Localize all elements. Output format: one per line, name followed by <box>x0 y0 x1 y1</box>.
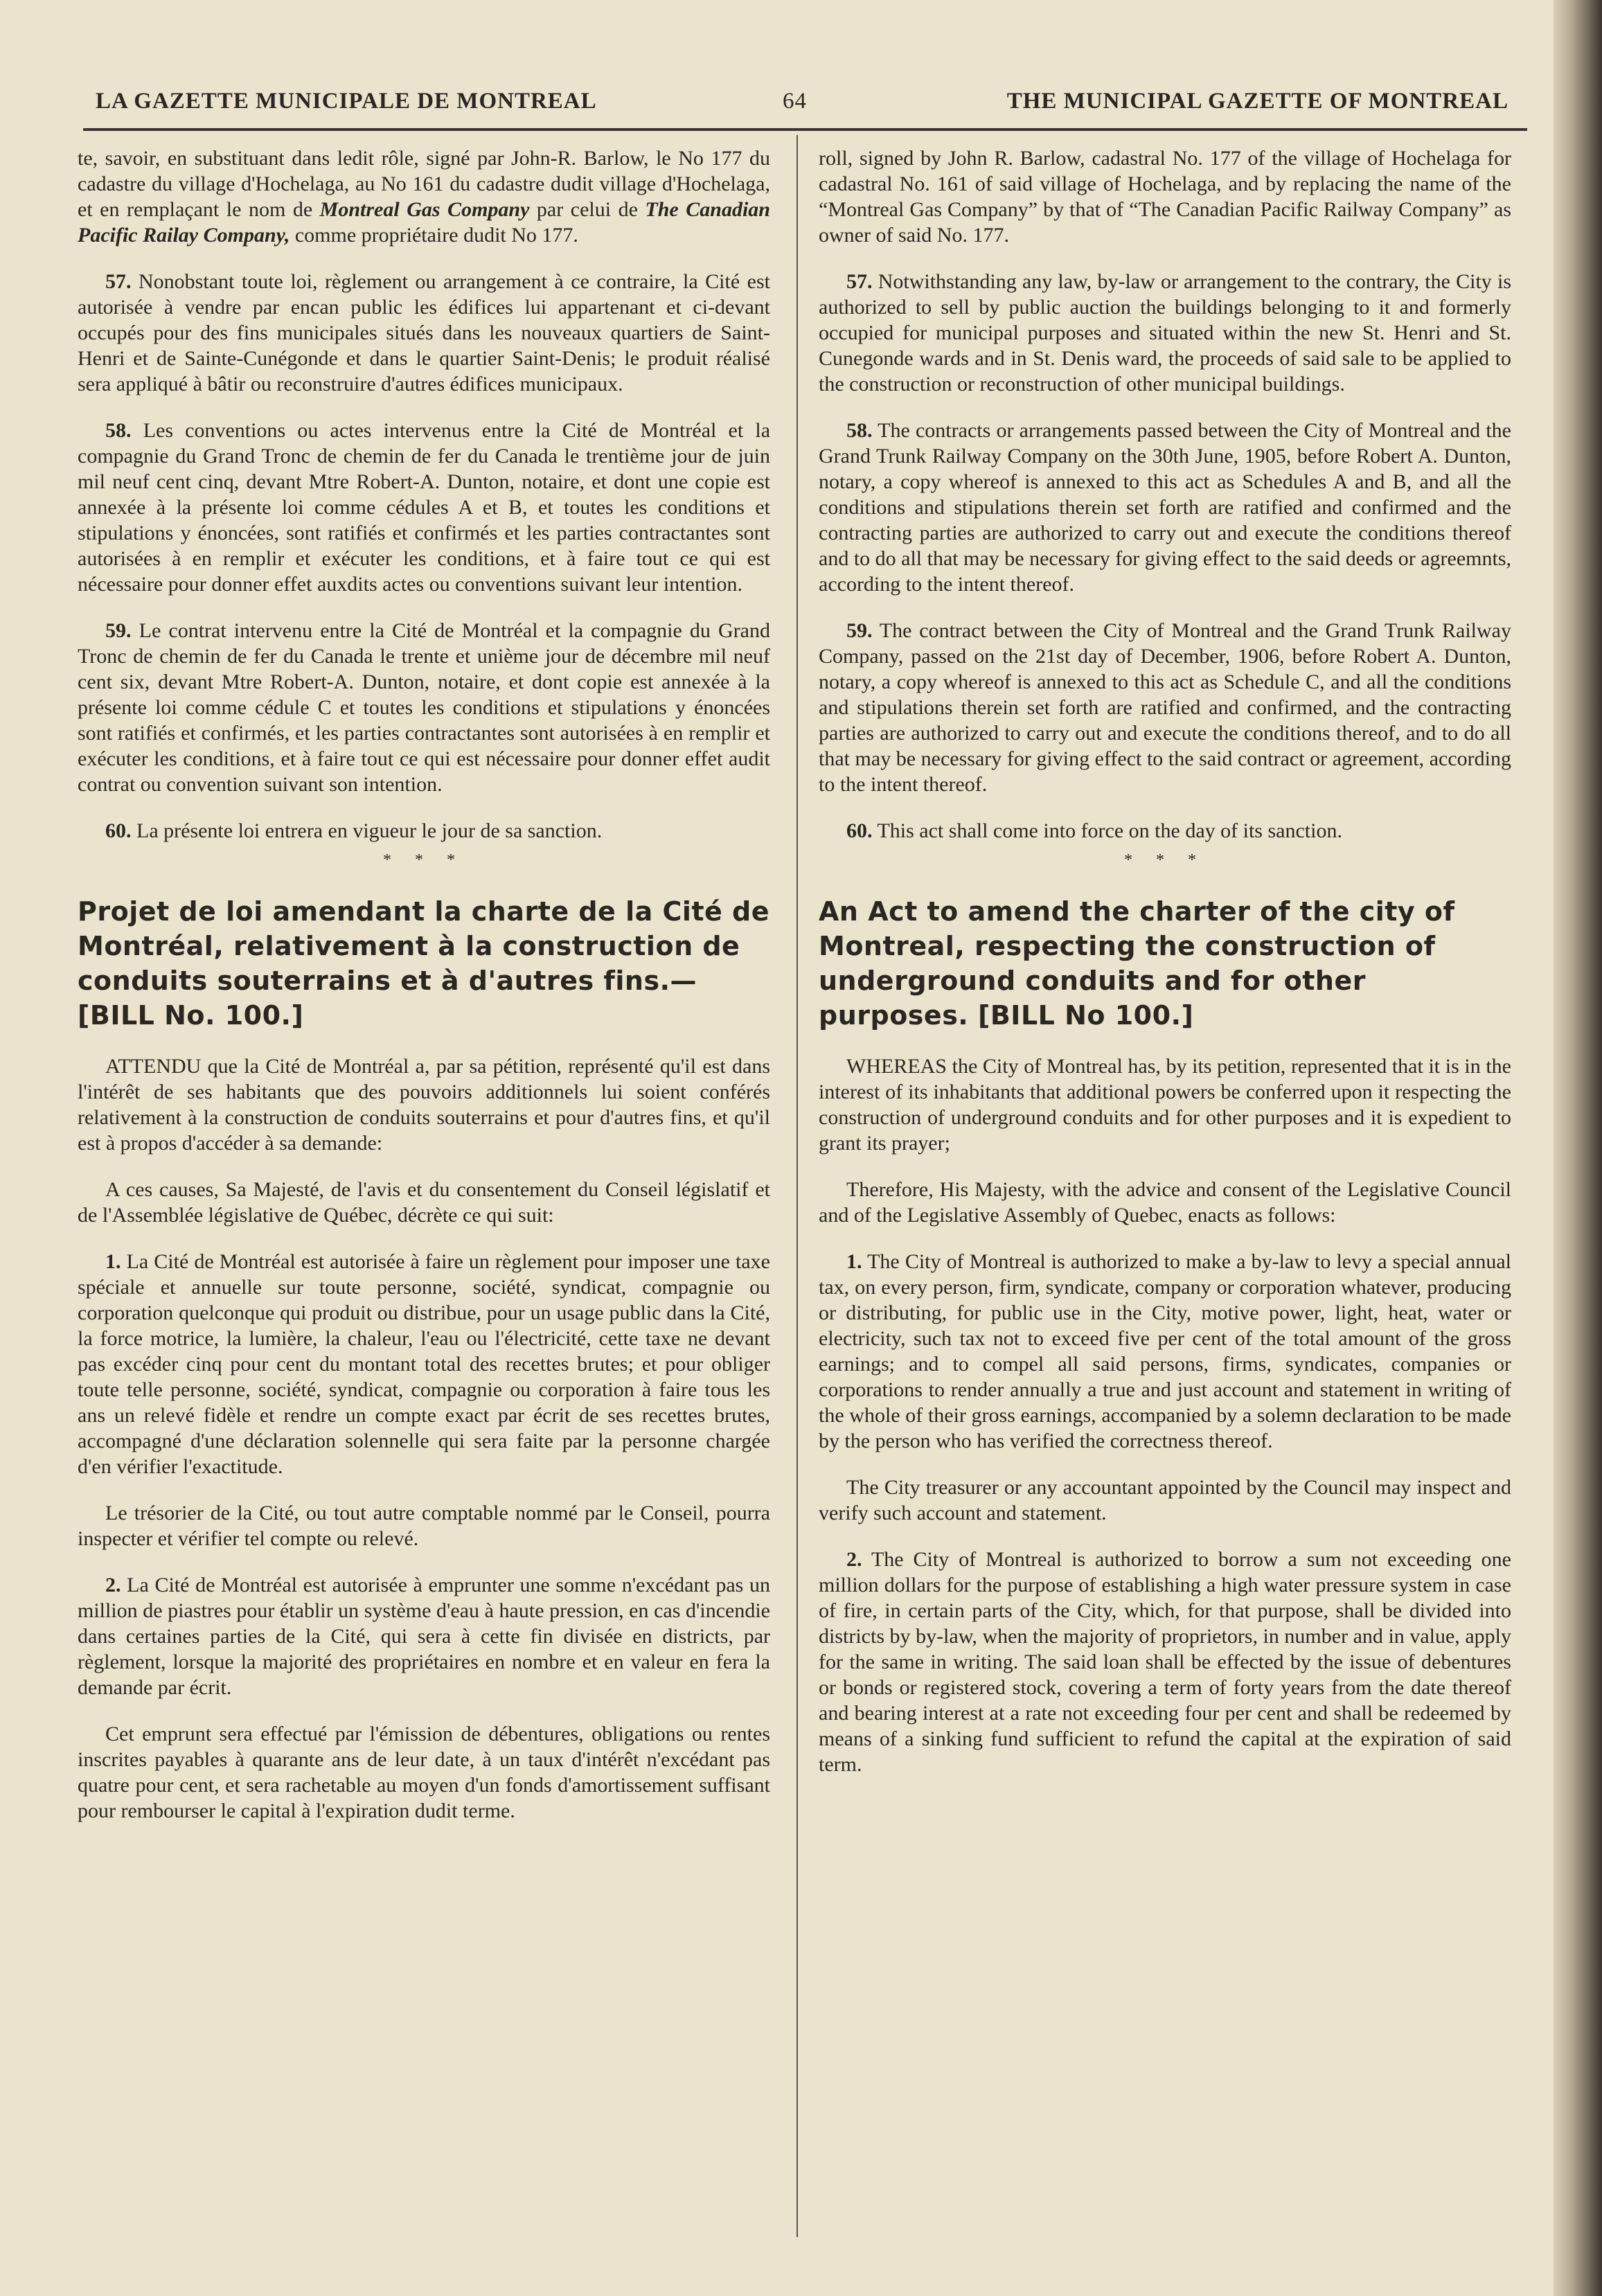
en-intro-paragraph: roll, signed by John R. Barlow, cadastral No. 177 of the village of Hochelaga for cadastral No. 161 of said village of Hochelaga, and by replacing the name of the “Montreal Gas Company” by that of “The Canadian Pacific Railway Company” as owner of said No. 177. <box>819 147 1511 247</box>
section-number: 58. <box>105 419 132 442</box>
column-divider <box>796 135 798 2237</box>
en-section-58: 58. The contracts or arrangements passed between the City of Montreal and the Grand Trunk Railway Company on the 30th June, 1905, before Robert A. Dunton, notary, a copy whereof is annexed to this act as Schedules A and B, and all the conditions and stipulations therein set forth are ratified and confirmed and the contracting parties are authorized to carry out and execute the conditions thereof and to do all that may be necessary for giving effect to the said deeds or agreemnts, according to the intent thereof. <box>819 419 1511 596</box>
section-number: 1. <box>846 1250 862 1273</box>
en-bill-section-1-treasurer: The City treasurer or any accountant appointed by the Council may inspect and verify such account and statement. <box>819 1476 1511 1524</box>
english-column <box>819 145 1511 2244</box>
fr-intro-paragraph: te, savoir, en substituant dans ledit rôle, signé par John-R. Barlow, le No 177 du cadastre du village d'Hochelaga, au No 161 du cadastre dudit village d'Hochelaga, et en remplaçant le nom de Montreal Gas Company par celui de The Canadian Pacific Railay Company, comme propriétaire dudit No 177. <box>78 147 770 247</box>
fr-a-ces-causes: A ces causes, Sa Majesté, de l'avis et du consentement du Conseil législatif et de l'Assemblée législative de Québec, décrète ce qui suit: <box>78 1178 770 1227</box>
fr-section-60: 60. La présente loi entrera en vigueur le jour de sa sanction. <box>105 819 603 842</box>
page-header <box>96 83 1508 125</box>
section-number: 1. <box>105 1250 121 1273</box>
fr-section-59: 59. Le contrat intervenu entre la Cité de Montréal et la compagnie du Grand Tronc de chemin de fer du Canada le trente et unième jour de décembre mil neuf cent six, devant Mtre Robert-A. Dunton, notaire, et dont copie est annexée à la présente loi comme cédule C et toutes les conditions et stipulations y énoncées sont ratifiés et confirmés, et les parties contractantes sont autorisées à en remplir et exécuter les conditions, et à faire tout ce qui est nécessaire pour donner effet audit contrat ou convention suivant son intention. <box>78 619 770 796</box>
page-number: 64 <box>783 89 807 114</box>
header-title-english: THE MUNICIPAL GAZETTE OF MONTREAL <box>1006 89 1508 114</box>
header-rule <box>83 128 1527 131</box>
section-number: 2. <box>105 1574 121 1596</box>
page-edge-shadow <box>1554 0 1602 2296</box>
section-number: 60. <box>105 819 132 842</box>
section-number: 59. <box>105 619 132 642</box>
section-separator-stars: * * * <box>1124 851 1206 869</box>
en-section-59: 59. The contract between the City of Montreal and the Grand Trunk Railway Company, passed on the 21st day of December, 1906, before Robert A. Dunton, notary, a copy whereof is annexed to this act as Schedule C, and all the conditions and stipulations therein set forth are ratified and confirmed, and the contracting parties are authorized to carry out and execute the conditions thereof, and to do all that may be necessary for giving effect to the said contract or agreement, according to the intent thereof. <box>819 619 1511 796</box>
fr-gas-company-name: Montreal Gas Company <box>319 198 530 221</box>
fr-bill-section-2: 2. La Cité de Montréal est autorisée à emprunter une somme n'excédant pas un million de piastres pour établir un système d'eau à haute pression, en cas d'incendie dans certaines parties de la Cité, qui sera à cette fin divisée en districts, par règlement, lorsque la majorité des propriétaires en nombre et en valeur en fera la demande par écrit. <box>78 1574 770 1699</box>
section-number: 60. <box>846 819 873 842</box>
fr-attendu: ATTENDU que la Cité de Montréal a, par sa pétition, représenté qu'il est dans l'intérêt de ses habitants que des pouvoirs additionnels lui soient conférés relativement à la construction de conduits souterrains et pour d'autres fins, et qu'il est à propos d'accéder à sa demande: <box>78 1055 770 1155</box>
french-column <box>78 145 770 2244</box>
section-separator-stars: * * * <box>383 851 465 869</box>
en-whereas: WHEREAS the City of Montreal has, by its petition, represented that it is in the interest of its inhabitants that additional powers be conferred upon it respecting the construction of underground conduits and for other purposes and it is expedient to grant its prayer; <box>819 1055 1511 1155</box>
en-bill-title: An Act to amend the charter of the city of Montreal, respecting the construction of underground conduits and for other purposes. [BILL No 100.] <box>819 896 1455 1031</box>
en-therefore: Therefore, His Majesty, with the advice and consent of the Legislative Council and of the Legislative Assembly of Quebec, enacts as follows: <box>819 1178 1511 1227</box>
fr-section-58: 58. Les conventions ou actes intervenus entre la Cité de Montréal et la compagnie du Grand Tronc de chemin de fer du Canada le trentième jour de juin mil neuf cent cinq, devant Mtre Robert-A. Dunton, notaire, et dont une copie est annexée à la présente loi comme cédules A et B, et toutes les conditions et stipulations y énoncées, sont ratifiés et confirmés et les parties contractantes sont autorisées à en remplir et exécuter les conditions, et à faire tout ce qui est nécessaire pour donner effet auxdits actes ou conventions suivant leur intention. <box>78 419 770 596</box>
fr-bill-section-1-treasurer: Le trésorier de la Cité, ou tout autre comptable nommé par le Conseil, pourra inspecter et vérifier tel compte ou relevé. <box>78 1502 770 1550</box>
section-number: 59. <box>846 619 873 642</box>
section-number: 57. <box>105 270 132 293</box>
section-number: 57. <box>846 270 873 293</box>
en-bill-section-1: 1. The City of Montreal is authorized to make a by-law to levy a special annual tax, on every person, firm, syndicate, company or corporation whatever, producing or distributing, for public use in the City, motive power, light, heat, water or electricity, such tax not to exceed five per cent of the total amount of the gross earnings; and to compel all said persons, firms, syndicates, companies or corporations to render annually a true and just account and statement in writing of the whole of their gross earnings, accompanied by a solemn declaration to be made by the person who has verified the correctness thereof. <box>819 1250 1511 1452</box>
fr-bill-section-2-loan: Cet emprunt sera effectué par l'émission de débentures, obligations ou rentes inscrites payables à quarante ans de leur date, à un taux d'intérêt n'excédant pas quatre pour cent, et sera rachetable au moyen d'un fonds d'amortissement suffisant pour rembourser le capital à l'expiration dudit terme. <box>78 1723 770 1822</box>
fr-railway-company-name: The Canadian Pacific Railay Company, <box>78 198 770 247</box>
fr-bill-title: Projet de loi amendant la charte de la Cité de Montréal, relativement à la construction de conduits souterrains et à d'autres fins.— [BILL No. 100.] <box>78 896 770 1031</box>
section-number: 2. <box>846 1548 862 1571</box>
header-title-french: LA GAZETTE MUNICIPALE DE MONTREAL <box>96 89 597 114</box>
en-section-57: 57. Notwithstanding any law, by-law or arrangement to the contrary, the City is authorized to sell by public auction the buildings belonging to it and formerly occupied for municipal purposes and situated within the new St. Henri and St. Cunegonde wards and in St. Denis ward, the proceeds of said sale to be applied to the construction or reconstruction of other municipal buildings. <box>819 270 1511 395</box>
fr-section-57: 57. Nonobstant toute loi, règlement ou arrangement à ce contraire, la Cité est autorisée à vendre par encan public les édifices lui appartenant et ci-devant occupés pour des fins municipales situés dans les nouveaux quartiers de Saint-Henri et de Sainte-Cunégonde et dans le quartier Saint-Denis; le produit réalisé sera appliqué à bâtir ou reconstruire d'autres édifices municipaux. <box>78 270 770 395</box>
en-bill-section-2: 2. The City of Montreal is authorized to borrow a sum not exceeding one million dollars for the purpose of establishing a high water pressure system in case of fire, in certain parts of the City, which, for that purpose, shall be divided into districts by by-law, when the majority of proprietors, in number and in value, apply for the same in writing. The said loan shall be effected by the issue of debentures or bonds or registered stock, covering a term of forty years from the date thereof and bearing interest at a rate not exceeding four per cent and shall be redeemed by means of a sinking fund sufficient to refund the capital at the expiration of said term. <box>819 1548 1511 1776</box>
fr-bill-section-1: 1. La Cité de Montréal est autorisée à faire un règlement pour imposer une taxe spéciale et annuelle sur toute personne, société, syndicat, compagnie ou corporation quelconque qui produit ou distribue, pour un usage public dans la Cité, la force motrice, la lumière, la chaleur, l'eau ou l'électricité, cette taxe ne devant pas excéder cinq pour cent du montant total des recettes brutes; et pour obliger toute telle personne, société, syndicat, compagnie ou corporation à faire tous les ans un relevé fidèle et rendre un compte exact par écrit de ses recettes brutes, accompagné d'une déclaration solennelle qui sera faite par la personne chargée d'en vérifier l'exactitude. <box>78 1250 770 1478</box>
en-section-60: 60. This act shall come into force on the day of its sanction. <box>846 819 1342 842</box>
section-number: 58. <box>846 419 873 442</box>
